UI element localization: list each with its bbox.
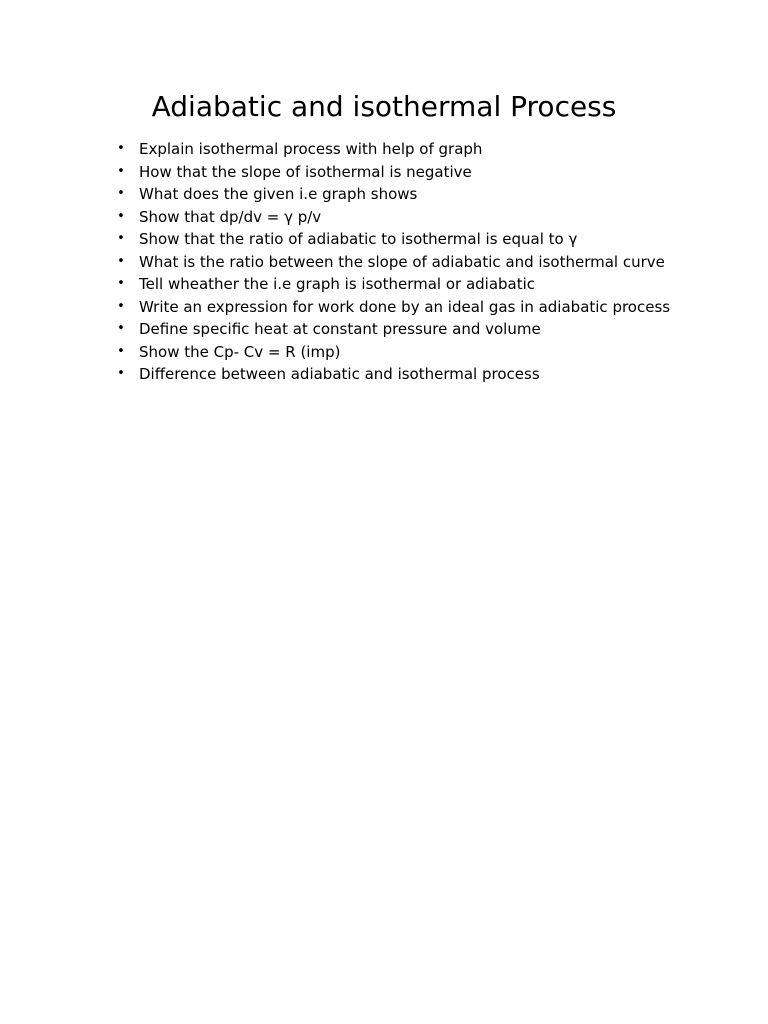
list-item xyxy=(113,161,733,184)
list-item xyxy=(113,273,733,296)
bullet-icon: • xyxy=(117,186,125,201)
bullet-icon: • xyxy=(117,276,125,291)
list-item xyxy=(113,341,733,364)
bullet-icon: • xyxy=(117,366,125,381)
bullet-icon: • xyxy=(117,163,125,179)
question-list xyxy=(113,138,733,386)
bullet-icon: • xyxy=(117,208,125,224)
list-item xyxy=(113,251,733,274)
question-text: What does the given i.e graph shows xyxy=(139,185,418,203)
question-text: Tell wheather the i.e graph is isothermal or adiabatic xyxy=(139,275,536,293)
bullet-icon: • xyxy=(117,141,125,156)
list-item xyxy=(113,363,733,386)
question-text: What is the ratio between the slope of adiabatic and isothermal curve xyxy=(139,252,665,271)
question-text: Show that dp/dv = γ p/v xyxy=(139,207,322,226)
list-item xyxy=(113,228,733,251)
list-item xyxy=(113,183,733,206)
question-text: Show that the ratio of adiabatic to isothermal is equal to γ xyxy=(139,230,578,248)
question-text: Difference between adiabatic and isothermal process xyxy=(139,365,540,383)
question-text: Show the Cp- Cv = R (imp) xyxy=(139,342,341,361)
question-text: Write an expression for work done by an ideal gas in adiabatic process xyxy=(139,297,671,316)
bullet-icon: • xyxy=(117,321,125,336)
bullet-icon: • xyxy=(117,298,125,314)
list-item xyxy=(113,296,733,319)
list-item xyxy=(113,138,733,161)
list-item xyxy=(113,318,733,341)
bullet-icon: • xyxy=(117,343,125,359)
question-text: Explain isothermal process with help of graph xyxy=(139,140,483,158)
question-text: Define specific heat at constant pressure and volume xyxy=(139,320,541,338)
bullet-icon: • xyxy=(117,253,125,269)
page-title: Adiabatic and isothermal Process xyxy=(151,90,617,123)
bullet-icon: • xyxy=(117,231,125,246)
list-item xyxy=(113,206,733,229)
question-text: How that the slope of isothermal is negative xyxy=(139,162,472,181)
